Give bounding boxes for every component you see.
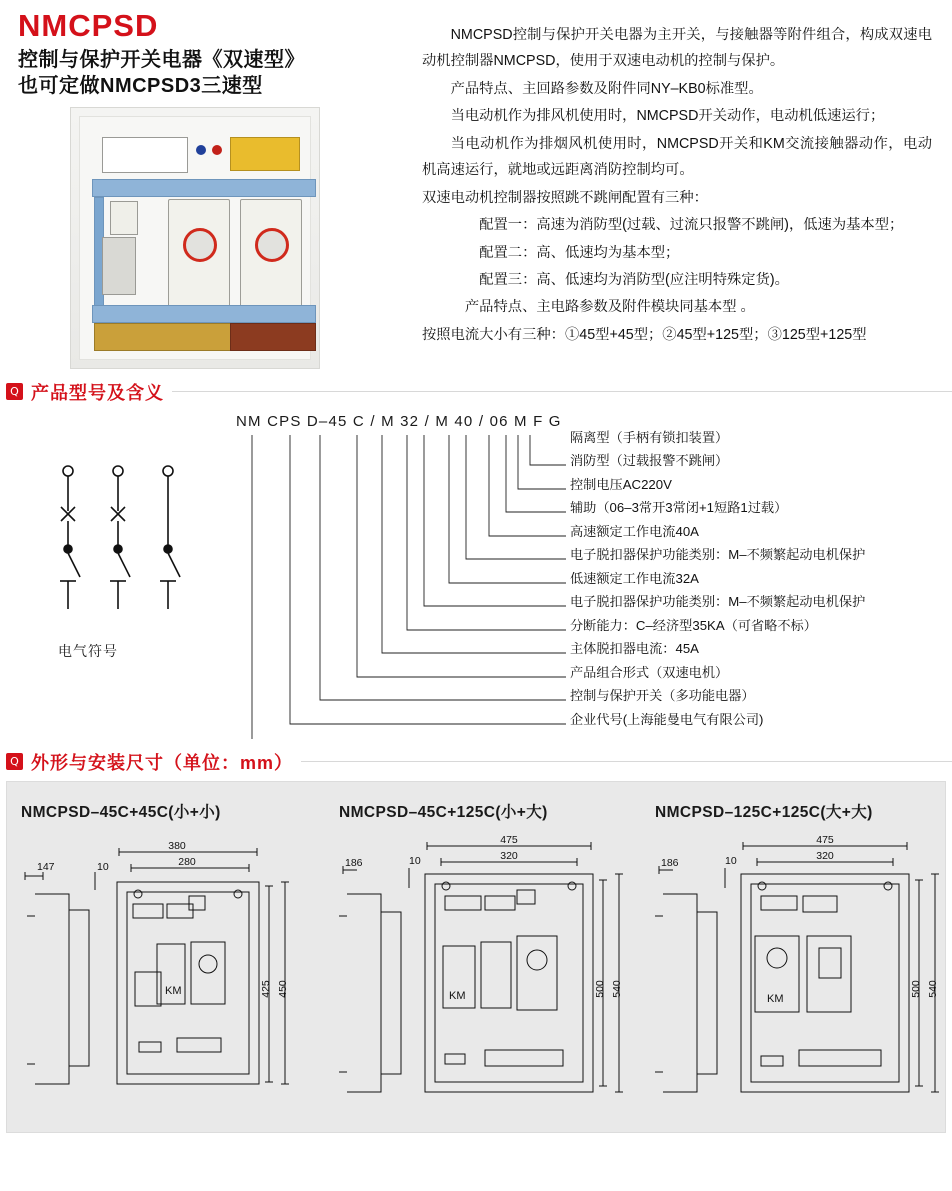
legend-item: 消防型（过载报警不跳闸） bbox=[570, 453, 729, 469]
legend-item: 辅助（06–3常开3常闭+1短路1过载） bbox=[570, 500, 788, 516]
svg-text:450: 450 bbox=[277, 979, 289, 998]
svg-text:380: 380 bbox=[168, 839, 186, 852]
photo-contactor-small bbox=[110, 201, 138, 235]
legend-item: 高速额定工作电流40A bbox=[570, 523, 699, 539]
product-subtitle-line1: 控制与保护开关电器《双速型》 bbox=[18, 48, 305, 71]
photo-indicator-blue bbox=[196, 145, 206, 155]
desc-paragraph-2: 产品特点、主回路参数及附件同NY–KB0标准型。 bbox=[450, 80, 763, 97]
desc-paragraph-1: NMCPSD控制与保护开关电器为主开关，与接触器等附件组合，构成双速电动机控制器NMCPSD，使用于双速电动机的控制与保护。 bbox=[422, 27, 932, 70]
photo-device-high-speed bbox=[240, 199, 302, 321]
svg-text:540: 540 bbox=[927, 979, 939, 998]
model-legend-list bbox=[570, 431, 865, 737]
header-left-column bbox=[12, 8, 412, 369]
section-header-dimension bbox=[6, 749, 952, 775]
section-title-model: 产品型号及含义 bbox=[31, 382, 164, 403]
dimension-drawing-1 bbox=[7, 782, 325, 1132]
svg-text:KM: KM bbox=[767, 992, 784, 1005]
photo-knob-high bbox=[255, 228, 289, 262]
desc-paragraph-5: 双速电动机控制器按照跳不跳闸配置有三种： bbox=[422, 189, 708, 206]
desc-config-2: 配置二：高、低速均为基本型； bbox=[479, 244, 680, 261]
model-code-string: NM CPS D–45 C / M 32 / M 40 / 06 M F G bbox=[236, 412, 562, 430]
photo-yellow-block bbox=[230, 137, 300, 171]
desc-paragraph-9: 产品特点、主电路参数及附件模块同基本型 。 bbox=[464, 299, 755, 316]
section-badge-icon: Q bbox=[6, 383, 23, 400]
dimension-title: NMCPSD–45C+45C(小+小) bbox=[21, 803, 221, 821]
symbol-caption: 电气符号 bbox=[58, 642, 118, 659]
model-explanation-block bbox=[0, 409, 952, 739]
desc-paragraph-4: 当电动机作为排烟风机使用时，NMCPSD开关和KM交流接触器动作，电动机高速运行，就地或远距离消防控制均可。 bbox=[422, 135, 932, 179]
desc-paragraph-3: 当电动机作为排风机使用时，NMCPSD开关动作，电动机低速运行； bbox=[450, 108, 885, 125]
legend-item: 产品组合形式（双速电机） bbox=[570, 664, 729, 680]
desc-paragraph-10: 按照电流大小有三种：①45型+45型；②45型+125型；③125型+125型 bbox=[422, 326, 867, 343]
legend-item: 企业代号(上海能曼电气有限公司) bbox=[570, 711, 764, 727]
dimension-title: NMCPSD–125C+125C(大+大) bbox=[655, 803, 873, 821]
svg-text:280: 280 bbox=[178, 855, 196, 868]
svg-text:475: 475 bbox=[500, 833, 518, 846]
section-divider bbox=[172, 391, 952, 392]
section-title-dimension: 外形与安装尺寸（单位：mm） bbox=[31, 752, 294, 773]
svg-text:KM: KM bbox=[449, 989, 466, 1002]
dimension-drawings-area bbox=[6, 781, 946, 1133]
svg-text:147: 147 bbox=[37, 860, 55, 873]
svg-text:475: 475 bbox=[816, 833, 834, 846]
svg-text:320: 320 bbox=[500, 849, 518, 862]
section-divider bbox=[301, 761, 952, 762]
photo-contactor bbox=[102, 237, 136, 295]
brand-title: NMCPSD bbox=[18, 8, 159, 43]
photo-knob-low bbox=[183, 228, 217, 262]
legend-item: 主体脱扣器电流：45A bbox=[570, 641, 699, 657]
product-photo-wrapper bbox=[70, 107, 412, 369]
dimension-drawing-2 bbox=[325, 782, 641, 1132]
section-badge-icon: Q bbox=[6, 753, 23, 770]
product-subtitle-line2: 也可定做NMCPSD3三速型 bbox=[18, 74, 263, 97]
svg-text:KM: KM bbox=[165, 984, 182, 997]
product-photo bbox=[70, 107, 320, 369]
svg-text:186: 186 bbox=[345, 856, 363, 869]
legend-item: 控制与保护开关（多功能电器） bbox=[570, 688, 755, 704]
photo-rail-top bbox=[92, 179, 316, 197]
photo-indicator-red bbox=[212, 145, 222, 155]
svg-text:500: 500 bbox=[910, 979, 922, 998]
legend-item: 电子脱扣器保护功能类别：M–不频繁起动电机保护 bbox=[570, 594, 866, 610]
svg-text:540: 540 bbox=[611, 979, 623, 998]
section-header-model bbox=[6, 379, 952, 405]
svg-text:10: 10 bbox=[97, 860, 109, 873]
svg-text:320: 320 bbox=[816, 849, 834, 862]
legend-item: 低速额定工作电流32A bbox=[570, 570, 699, 586]
svg-text:10: 10 bbox=[409, 854, 421, 867]
desc-config-3: 配置三：高、低速均为消防型(应注明特殊定货)。 bbox=[479, 271, 789, 288]
legend-item: 控制电压AC220V bbox=[570, 476, 672, 492]
header-description bbox=[412, 8, 940, 369]
photo-device-low-speed bbox=[168, 199, 230, 321]
dimension-drawing-3 bbox=[641, 782, 952, 1132]
photo-terminal-block bbox=[102, 137, 188, 173]
legend-item: 分断能力：C–经济型35KA（可省略不标） bbox=[570, 617, 817, 633]
svg-text:10: 10 bbox=[725, 854, 737, 867]
photo-panel bbox=[79, 116, 311, 360]
page-header bbox=[0, 0, 952, 369]
photo-overload-relay bbox=[230, 323, 316, 351]
svg-text:425: 425 bbox=[260, 979, 272, 998]
legend-item: 隔离型（手柄有锁扣装置） bbox=[570, 429, 729, 445]
legend-item: 电子脱扣器保护功能类别：M–不频繁起动电机保护 bbox=[570, 547, 866, 563]
svg-text:186: 186 bbox=[661, 856, 679, 869]
dimension-title: NMCPSD–45C+125C(小+大) bbox=[339, 803, 548, 821]
desc-config-1: 配置一：高速为消防型(过载、过流只报警不跳闸)，低速为基本型； bbox=[479, 217, 904, 234]
photo-rail-bottom bbox=[92, 305, 316, 323]
svg-text:500: 500 bbox=[594, 979, 606, 998]
